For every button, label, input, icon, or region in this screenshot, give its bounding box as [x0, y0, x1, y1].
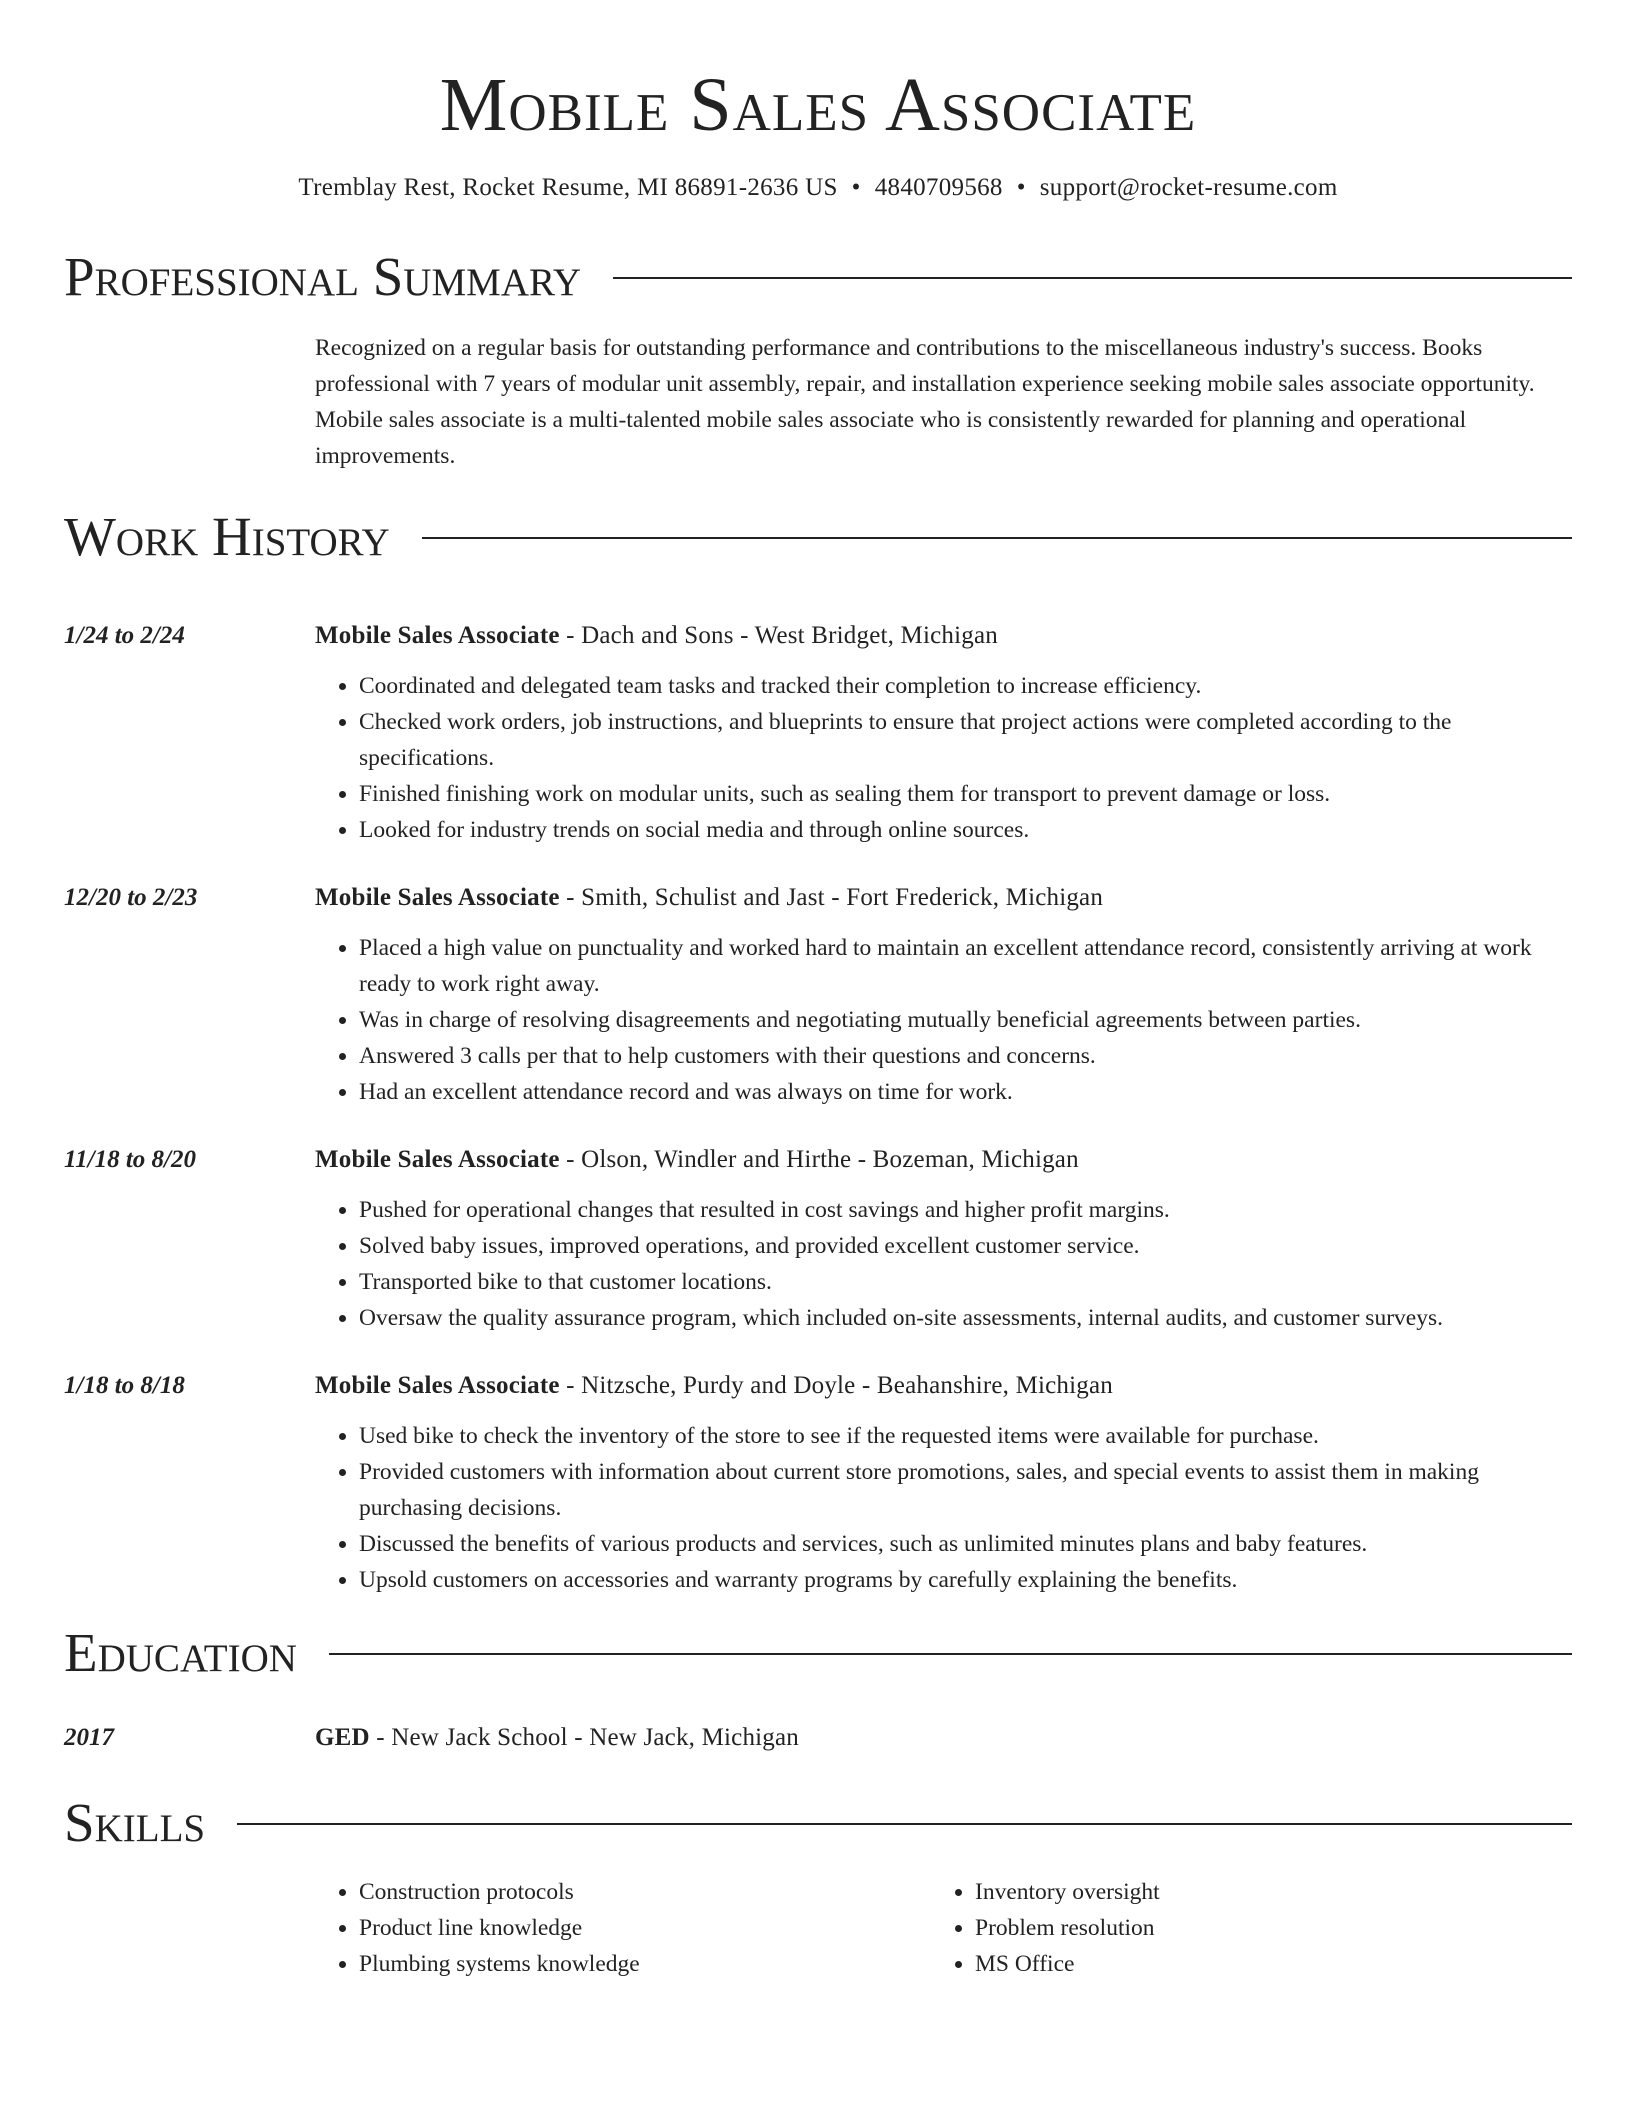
list-item: • Upsold customers on accessories and warranty programs by carefully explaining the benefits.	[359, 1562, 1572, 1598]
skills-list	[315, 1874, 1572, 1982]
contact-email[interactable]: support@rocket-resume.com	[1039, 174, 1338, 201]
list-item: • Was in charge of resolving disagreements and negotiating mutually beneficial agreements between parties.	[359, 1002, 1572, 1038]
skills-title-text: Skills	[64, 1792, 206, 1853]
job-heading	[315, 1368, 1572, 1404]
list-item: • Transported bike to that customer locations.	[359, 1264, 1572, 1300]
job-role: Mobile Sales Associate	[315, 1146, 560, 1173]
skill-item: • Construction protocols	[359, 1874, 931, 1910]
job-date: 12/20 to 2/23	[64, 884, 198, 911]
education-degree: GED	[315, 1724, 370, 1751]
contact-line	[64, 172, 1572, 204]
job-entry	[64, 618, 1572, 848]
job-heading	[315, 618, 1572, 654]
skill-item: • Problem resolution	[975, 1910, 1547, 1946]
job-date: 1/24 to 2/24	[64, 622, 185, 649]
list-item: • Answered 3 calls per that to help customers with their questions and concerns.	[359, 1038, 1572, 1074]
job-role: Mobile Sales Associate	[315, 622, 560, 649]
job-body	[315, 880, 1572, 1110]
job-bullets	[315, 930, 1572, 1110]
section-divider	[237, 1823, 1572, 1825]
list-item: • Checked work orders, job instructions, and blueprints to ensure that project actions were completed according to the specifications.	[359, 704, 1572, 776]
resume-page	[64, 0, 1572, 1982]
education-date: 2017	[64, 1724, 114, 1751]
work-history-title-text: Work History	[64, 506, 390, 567]
section-divider	[422, 537, 1572, 539]
work-history-section-title	[64, 506, 1572, 568]
list-item: • Finished finishing work on modular units, such as sealing them for transport to prevent damage or loss.	[359, 776, 1572, 812]
job-entry	[64, 1142, 1572, 1336]
job-bullets	[315, 1418, 1572, 1598]
job-role: Mobile Sales Associate	[315, 884, 560, 911]
job-bullets	[315, 1192, 1572, 1336]
contact-address: Tremblay Rest, Rocket Resume, MI 86891-2636 US	[298, 174, 838, 201]
education-details: - New Jack School - New Jack, Michigan	[369, 1724, 799, 1751]
education-section-title	[64, 1622, 1572, 1684]
job-details: - Dach and Sons - West Bridget, Michigan	[559, 622, 998, 649]
contact-phone: 4840709568	[874, 174, 1003, 201]
list-item: • Coordinated and delegated team tasks and tracked their completion to increase efficiency.	[359, 668, 1572, 704]
list-item: • Pushed for operational changes that resulted in cost savings and higher profit margins.	[359, 1192, 1572, 1228]
education-body	[315, 1720, 1572, 1756]
list-item: • Discussed the benefits of various products and services, such as unlimited minutes plans and baby features.	[359, 1526, 1572, 1562]
education-title-text: Education	[64, 1622, 297, 1683]
skills-column-left	[315, 1874, 931, 1982]
skill-item: • Inventory oversight	[975, 1874, 1547, 1910]
education-entry	[64, 1720, 1572, 1756]
job-details: - Nitzsche, Purdy and Doyle - Beahanshire, Michigan	[559, 1372, 1113, 1399]
job-heading	[315, 880, 1572, 916]
job-details: - Smith, Schulist and Jast - Fort Frederick, Michigan	[559, 884, 1104, 911]
list-item: • Placed a high value on punctuality and worked hard to maintain an excellent attendance record, consistently arriving at work ready to work right away.	[359, 930, 1572, 1002]
job-role: Mobile Sales Associate	[315, 1372, 560, 1399]
list-item: • Oversaw the quality assurance program, which included on-site assessments, internal audits, and customer surveys.	[359, 1300, 1572, 1336]
job-entry	[64, 880, 1572, 1110]
skill-item: • MS Office	[975, 1946, 1547, 1982]
job-date: 1/18 to 8/18	[64, 1372, 185, 1399]
list-item: • Looked for industry trends on social media and through online sources.	[359, 812, 1572, 848]
contact-separator: •	[851, 174, 861, 201]
summary-section-title	[64, 246, 1572, 308]
section-divider	[613, 277, 1572, 279]
skill-item: • Plumbing systems knowledge	[359, 1946, 931, 1982]
job-heading	[315, 1142, 1572, 1178]
skill-item: • Product line knowledge	[359, 1910, 931, 1946]
skills-section-title	[64, 1792, 1572, 1854]
list-item: • Provided customers with information about current store promotions, sales, and special events to assist them in making purchasing decisions.	[359, 1454, 1572, 1526]
candidate-name: Mobile Sales Associate	[439, 63, 1197, 147]
job-entry	[64, 1368, 1572, 1598]
section-divider	[329, 1653, 1572, 1655]
job-body	[315, 1368, 1572, 1598]
job-body	[315, 1142, 1572, 1336]
list-item: • Solved baby issues, improved operations, and provided excellent customer service.	[359, 1228, 1572, 1264]
summary-text: Recognized on a regular basis for outstanding performance and contributions to the miscellaneous industry's success. Books professional with 7 years of modular unit assembly, repair, and installation experience seeking mobile sales associate opportunity. Mobile sales associate is a multi-talented mobile sales associate who is consistently rewarded for planning and operational improvements.	[315, 335, 1535, 469]
job-date: 11/18 to 8/20	[64, 1146, 196, 1173]
education-heading	[315, 1720, 1572, 1756]
skills-column-right	[931, 1874, 1547, 1982]
job-details: - Olson, Windler and Hirthe - Bozeman, Michigan	[559, 1146, 1079, 1173]
job-body	[315, 618, 1572, 848]
list-item: • Used bike to check the inventory of the store to see if the requested items were available for purchase.	[359, 1418, 1572, 1454]
list-item: • Had an excellent attendance record and was always on time for work.	[359, 1074, 1572, 1110]
contact-separator: •	[1016, 174, 1026, 201]
summary-title-text: Professional Summary	[64, 246, 582, 307]
job-bullets	[315, 668, 1572, 848]
